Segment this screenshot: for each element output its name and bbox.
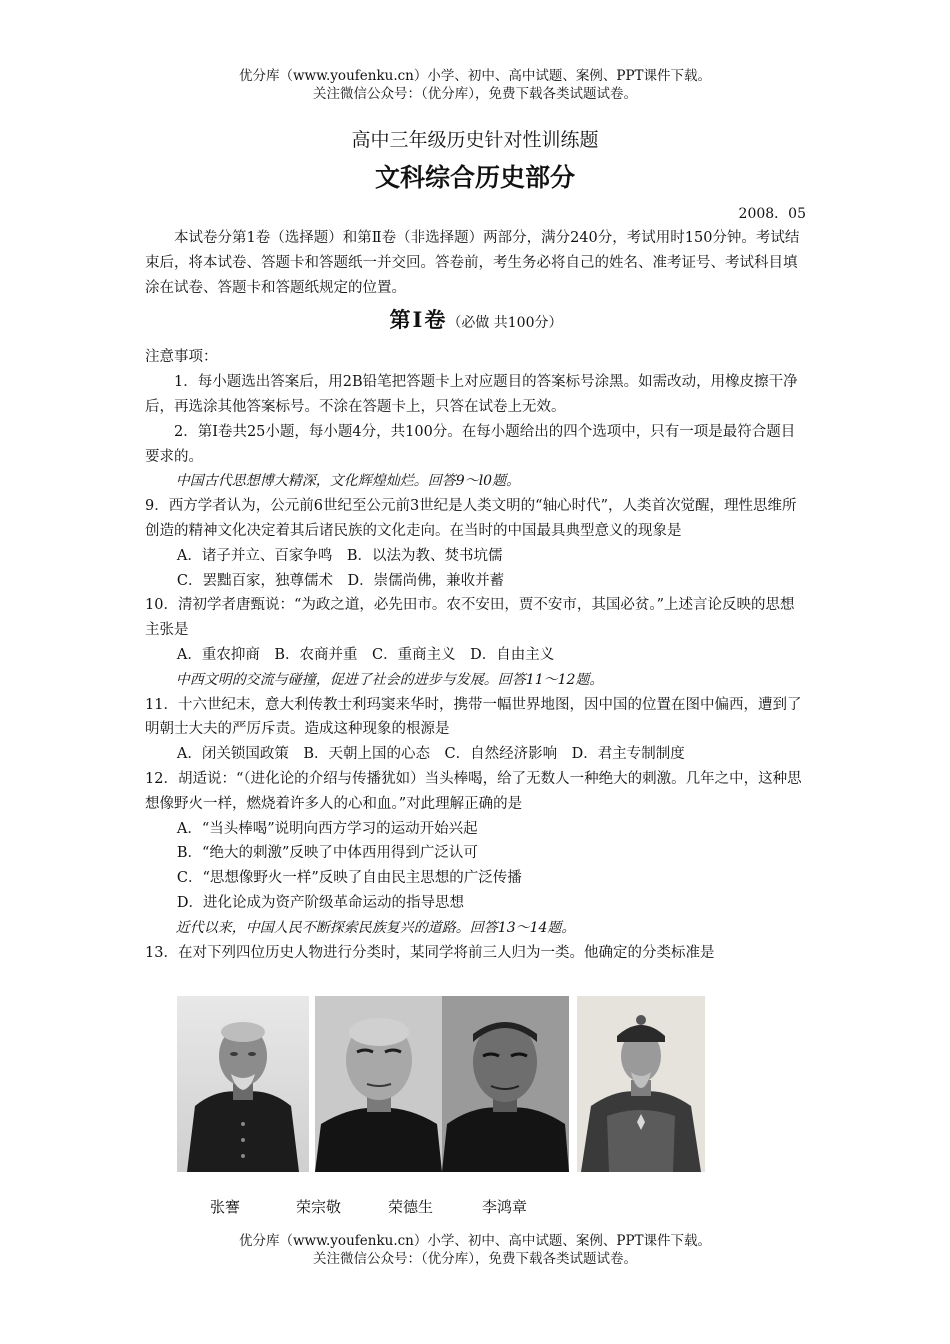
portrait-photos — [177, 996, 737, 1174]
portrait-name: 张謇 — [210, 1198, 241, 1216]
question-12-option-b: B．“绝大的刺激”反映了中体西用得到广泛认可 — [176, 845, 478, 862]
portrait-name: 荣德生 — [388, 1198, 434, 1216]
question-group-1-intro: 中国古代思想博大精深，文化辉煌灿烂。回答9～l0题。 — [175, 473, 521, 490]
question-12: 12．胡适说：“（进化论的介绍与传播犹如）当头棒喝，给了无数人一种绝大的刺激。几年之中，这种思想像野火一样，燃烧着许多人的心和血。”对此理解正确的是 — [145, 770, 802, 812]
exam-subtitle: 文科综合历史部分 — [374, 163, 575, 192]
section-note: （必做 共100分） — [447, 315, 563, 332]
footer-line-2: 关注微信公众号：（优分库），免费下载各类试题试卷。 — [313, 1251, 637, 1267]
page-footer — [0, 1232, 950, 1268]
portrait-image — [577, 996, 705, 1172]
portrait-image — [315, 996, 569, 1172]
portrait-name: 荣宗敬 — [296, 1198, 342, 1216]
notice-item-2: 2．第Ⅰ卷共25小题，每小题4分，共100分。在每小题给出的四个选项中，只有一项是最符合题目要求的。 — [145, 423, 796, 465]
section-title: 第Ⅰ卷 — [389, 307, 448, 333]
footer-line-1: 优分库（www.youfenku.cn）小学、初中、高中试题、案例、PPT课件下载。 — [238, 1233, 712, 1249]
notice-label: 注意事项： — [145, 349, 218, 366]
question-10: 10．清初学者唐甄说：“为政之道，必先田市。农不安田，贾不安市，其国必贫。”上述言论反映的思想主张是 — [145, 597, 795, 639]
question-12-option-c: C．“思想像野火一样”反映了自由民主思想的广泛传播 — [176, 870, 522, 887]
question-12-option-d: D．进化论成为资产阶级革命运动的指导思想 — [176, 894, 465, 911]
question-13: 13．在对下列四位历史人物进行分类时，某同学将前三人归为一类。他确定的分类标准是 — [145, 944, 715, 961]
exam-date: 2008．05 — [738, 206, 806, 222]
exam-title: 高中三年级历史针对性训练题 — [351, 129, 599, 151]
portrait-name: 李鸿章 — [482, 1198, 528, 1216]
exam-content — [145, 226, 807, 965]
question-12-option-a: A．“当头棒喝”说明向西方学习的运动开始兴起 — [176, 820, 478, 837]
page-header — [0, 67, 950, 103]
question-9-options-ab: A．诸子并立、百家争鸣 B．以法为教、焚书坑儒 — [176, 547, 503, 564]
question-group-3-intro: 近代以来，中国人民不断探索民族复兴的道路。回答13～14题。 — [175, 919, 576, 936]
question-9: 9．西方学者认为，公元前6世纪至公元前3世纪是人类文明的“轴心时代”，人类首次觉醒，理性思维所创造的精神文化决定着其后诸民族的文化走向。在当时的中国最具典型意义的现象是 — [145, 498, 797, 539]
header-line-2: 关注微信公众号：（优分库），免费下载各类试题试卷。 — [313, 86, 637, 102]
portrait-image — [177, 996, 309, 1172]
intro-paragraph: 本试卷分第1卷（选择题）和第Ⅱ卷（非选择题）两部分，满分240分，考试用时150分钟。考试结束后，将本试卷、答题卡和答题纸一并交回。答卷前，考生务必将自己的姓名、准考证号、考试科目填涂在试卷、答题卡和答题纸规定的位置。 — [145, 230, 800, 296]
section-heading — [145, 306, 807, 337]
question-10-options: A．重农抑商 B．农商并重 C．重商主义 D．自由主义 — [176, 646, 555, 663]
question-9-options-cd: C．罢黜百家，独尊儒术 D．崇儒尚佛，兼收并蓄 — [176, 572, 505, 589]
question-11-options: A．闭关锁国政策 B．天朝上国的心态 C．自然经济影响 D．君主专制制度 — [176, 746, 685, 763]
header-line-1: 优分库（www.youfenku.cn）小学、初中、高中试题、案例、PPT课件下载。 — [238, 68, 712, 84]
question-11: 11．十六世纪末，意大利传教士利玛窦来华时，携带一幅世界地图，因中国的位置在图中偏西，遭到了明朝士大夫的严厉斥责。造成这种现象的根源是 — [145, 696, 802, 738]
notice-item-1: 1．每小题选出答案后，用2B铅笔把答题卡上对应题目的答案标号涂黑。如需改动，用橡皮擦干净后，再选涂其他答案标号。不涂在答题卡上，只答在试卷上无效。 — [145, 374, 798, 415]
question-group-2-intro: 中西文明的交流与碰撞，促进了社会的进步与发展。回答11～12题。 — [175, 671, 604, 688]
